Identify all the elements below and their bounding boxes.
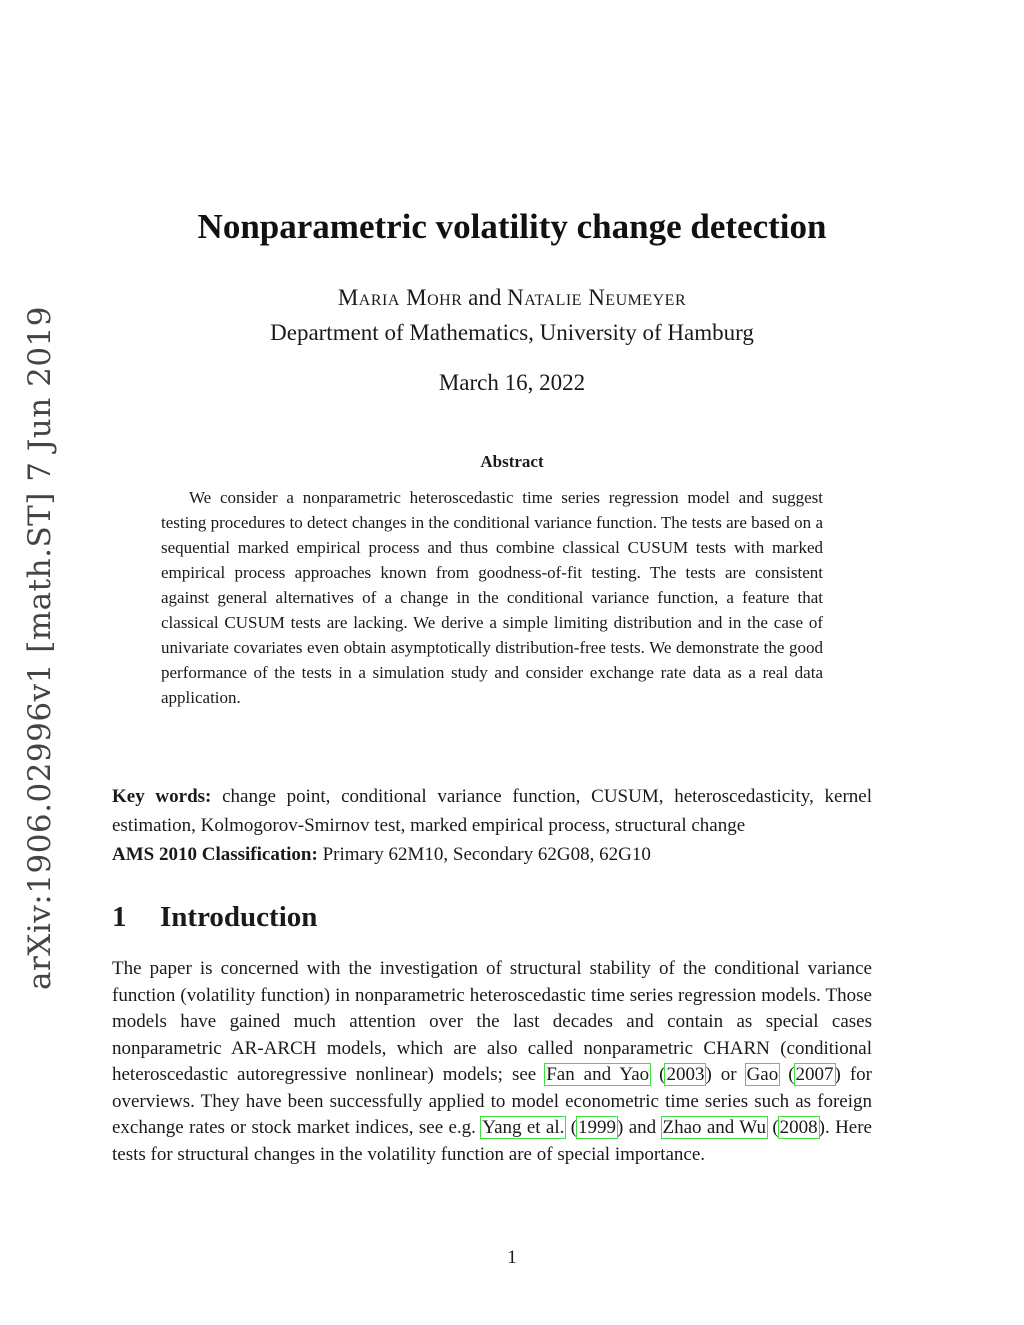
citation-year-link[interactable]: 1999 [578, 1117, 617, 1138]
citation-link[interactable]: Gao [746, 1064, 779, 1085]
affiliation: Department of Mathematics, University of Hamburg [270, 320, 754, 345]
intro-text: ) for overviews. They have been successfully applied to model econometric time series such as foreign exchange rates or stock market indices, see e.g. [112, 1064, 873, 1138]
citation-year-link[interactable]: 2003 [666, 1064, 705, 1085]
intro-text: ( [779, 1064, 795, 1085]
citation-link[interactable]: Yang et al. [482, 1117, 565, 1138]
keywords [112, 782, 872, 840]
intro-text: ). Here tests for structural changes in the volatility function are of special importance. [112, 1117, 872, 1165]
author-1: Maria Mohr [337, 285, 463, 310]
citation-link[interactable]: Fan and Yao [546, 1064, 650, 1085]
paper-date: March 16, 2022 [438, 370, 586, 395]
section-title: Introduction [160, 901, 318, 933]
ams-classification [112, 840, 872, 869]
ams-text: Primary 62M10, Secondary 62G08, 62G10 [317, 844, 651, 865]
intro-text: ) or [705, 1064, 746, 1085]
intro-text: ( [650, 1064, 666, 1085]
ams-label: AMS 2010 Classification: [112, 844, 318, 865]
intro-text: ( [766, 1117, 779, 1138]
keywords-label: Key words: [112, 786, 212, 807]
page-number: 1 [507, 1247, 517, 1268]
abstract-text: We consider a nonparametric heteroscedastic time series regression model and suggest testing procedures to detect changes in the conditional variance function. The tests are based on a sequential marked empirical process and thus combine classical CUSUM tests with marked empirical process approaches known from goodness-of-fit testing. The tests are consistent against general alternatives of a change in the conditional variance function, a feature that classical CUSUM tests are lacking. We derive a simple limiting distribution and in the case of univariate covariates even obtain asymptotically distribution-free tests. We demonstrate the good performance of the tests in a simulation study and consider exchange rate data as a real data application. [161, 488, 823, 707]
intro-text: ( [565, 1117, 578, 1138]
keywords-text: change point, conditional variance function, CUSUM, heteroscedasticity, kernel estimation, Kolmogorov-Smirnov test, marked empirical process, structural change [112, 786, 873, 836]
arxiv-stamp [10, 305, 70, 990]
author-separator: and [462, 285, 508, 310]
paper-title: Nonparametric volatility change detection [197, 207, 827, 246]
section-heading [112, 901, 317, 934]
intro-paragraph [112, 956, 872, 1168]
citation-year-link[interactable]: 2008 [779, 1117, 818, 1138]
citation-link[interactable]: Zhao and Wu [662, 1117, 766, 1138]
citation-year-link[interactable]: 2007 [795, 1064, 834, 1085]
author-2: Natalie Neumeyer [507, 285, 687, 310]
arxiv-id: arXiv:1906.02996v1 [math.ST] 7 Jun 2019 [22, 305, 58, 990]
authors [0, 285, 1024, 311]
intro-text: The paper is concerned with the investigation of structural stability of the conditional variance function (volatility function) in nonparametric heteroscedastic time series regression models. Those models have gained much attention over the last decades and contain as special cases nonparametric AR-ARCH models, which are also called nonparametric CHARN (conditional heteroscedastic autoregressive nonlinear) models; see [112, 958, 872, 1085]
abstract-heading: Abstract [480, 452, 544, 471]
intro-text: ) and [617, 1117, 662, 1138]
section-number: 1 [112, 901, 127, 933]
